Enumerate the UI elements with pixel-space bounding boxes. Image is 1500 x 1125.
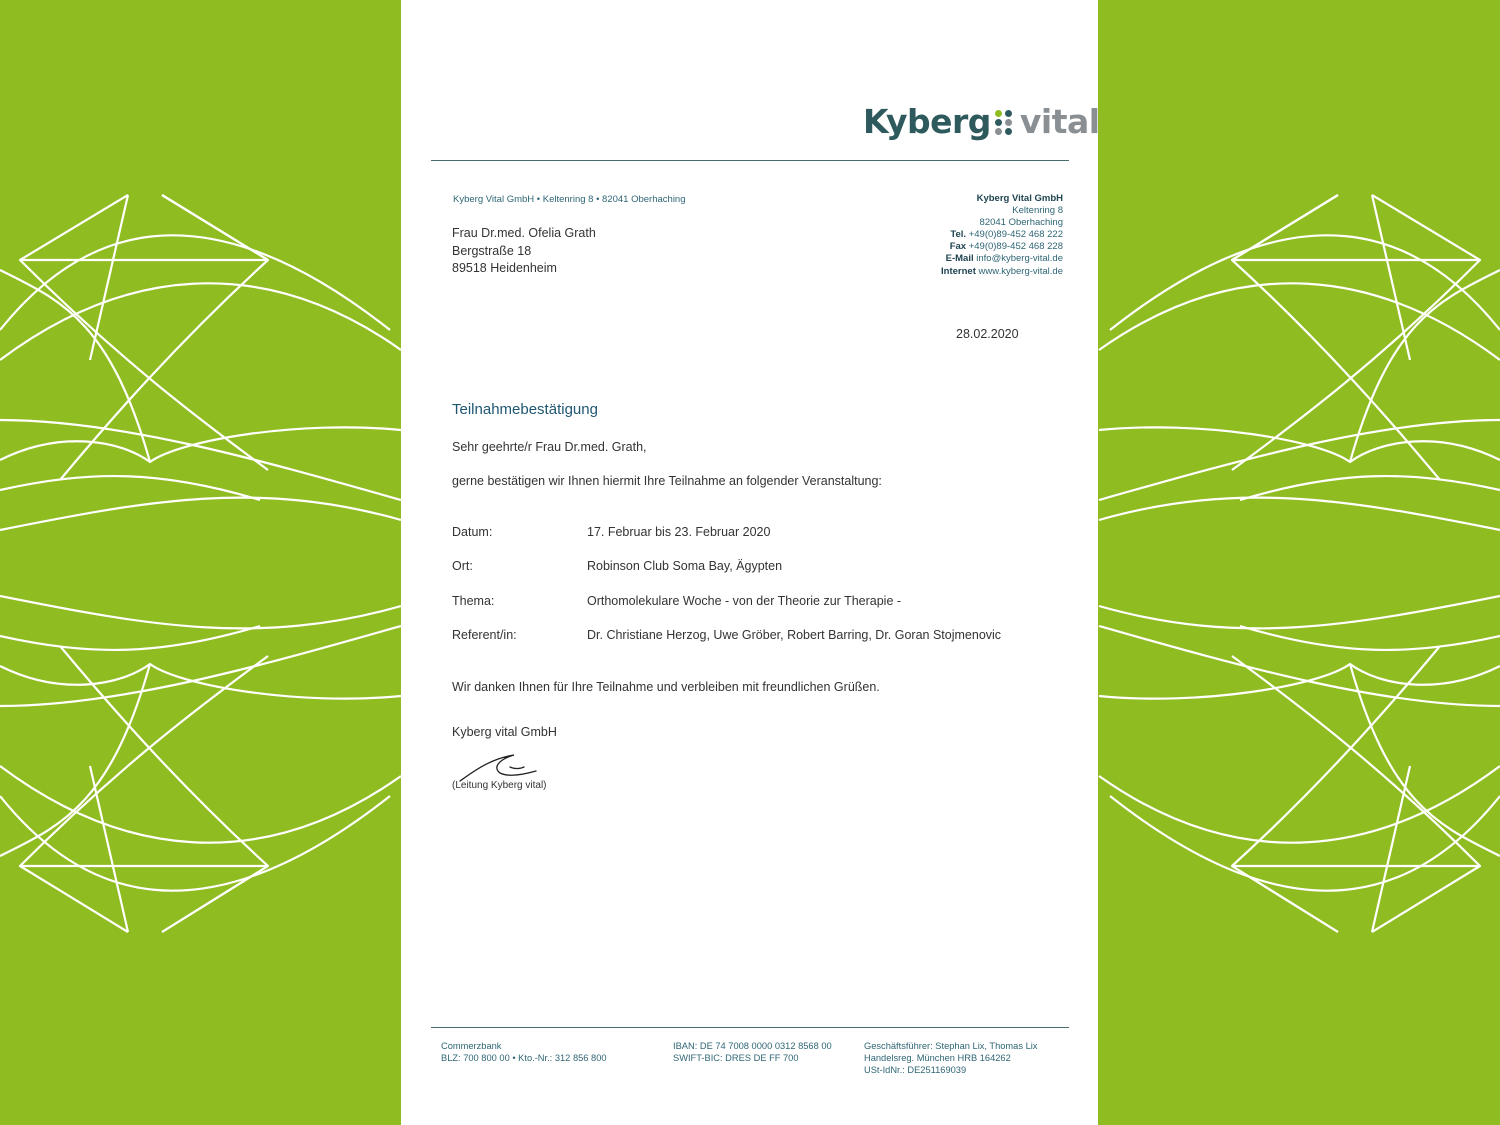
company-fax: Fax +49(0)89-452 468 228 (949, 241, 1063, 253)
company-street: Keltenring 8 (1012, 205, 1063, 217)
company-website: Internet www.kyberg-vital.de (941, 265, 1063, 277)
intro-text: gerne bestätigen wir Ihnen hiermit Ihre Teilnahme an folgender Veranstaltung: (452, 474, 882, 488)
logo-dots-icon (995, 109, 1015, 135)
detail-value-topic: Orthomolekulare Woche - von der Theorie zur Therapie - (587, 594, 902, 608)
logo-text-kyberg: Kyberg (863, 102, 991, 141)
closing-text: Wir danken Ihnen für Ihre Teilnahme und verbleiben mit freundlichen Grüßen. (452, 680, 880, 694)
logo-text-vital: vital (1019, 102, 1100, 141)
footer-iban (673, 1040, 832, 1064)
detail-value-date: 17. Februar bis 23. Februar 2020 (587, 525, 771, 539)
footer-bank-name: Commerzbank (441, 1041, 502, 1051)
signature-caption: (Leitung Kyberg vital) (452, 780, 547, 791)
footer-register: Handelsreg. München HRB 164262 (864, 1053, 1011, 1064)
footer-vat: USt-IdNr.: DE251169039 (864, 1065, 967, 1076)
footer-legal (864, 1040, 1037, 1076)
footer-swift: SWIFT-BIC: DRES DE FF 700 (673, 1053, 799, 1064)
company-phone: Tel. +49(0)89-452 468 222 (950, 229, 1063, 241)
detail-label-date: Datum: (452, 525, 493, 539)
detail-value-location: Robinson Club Soma Bay, Ägypten (587, 559, 783, 573)
footer-iban-number: IBAN: DE 74 7008 0000 0312 8568 00 (673, 1041, 832, 1051)
detail-label-speakers: Referent/in: (452, 628, 517, 642)
detail-value-speakers: Dr. Christiane Herzog, Uwe Gröber, Robert Barring, Dr. Goran Stojmenovic (587, 628, 1002, 642)
letter-date: 28.02.2020 (956, 327, 1019, 341)
ornament-bottom (0, 596, 401, 932)
ornament-bottom-mirrored (1099, 596, 1500, 932)
company-name: Kyberg Vital GmbH (976, 193, 1063, 204)
letter-document (401, 0, 1098, 1125)
header-divider (431, 160, 1069, 161)
company-email: E-Mail info@kyberg-vital.de (945, 253, 1063, 265)
footer-bank-account: BLZ: 700 800 00 • Kto.-Nr.: 312 856 800 (441, 1053, 607, 1064)
company-signoff: Kyberg vital GmbH (452, 725, 557, 739)
recipient-street: Bergstraße 18 (452, 243, 532, 258)
company-city: 82041 Oberhaching (979, 217, 1063, 229)
letter-subject: Teilnahmebestätigung (452, 401, 598, 418)
recipient-address (452, 225, 596, 278)
ornament-top-mirrored (1099, 195, 1500, 530)
ornament-top (0, 195, 401, 530)
left-ornament-pattern (0, 0, 401, 1125)
footer-managers: Geschäftsführer: Stephan Lix, Thomas Lix (864, 1041, 1038, 1051)
recipient-name: Frau Dr.med. Ofelia Grath (452, 226, 596, 240)
recipient-city: 89518 Heidenheim (452, 261, 557, 275)
salutation: Sehr geehrte/r Frau Dr.med. Grath, (452, 440, 647, 454)
left-decorative-panel (0, 0, 401, 1125)
company-contact-block (941, 193, 1063, 278)
right-decorative-panel (1098, 0, 1500, 1125)
detail-label-topic: Thema: (452, 594, 495, 608)
footer-divider (431, 1027, 1069, 1028)
detail-label-location: Ort: (452, 559, 473, 573)
company-logo (863, 102, 1100, 141)
footer-bank (441, 1040, 607, 1064)
right-ornament-pattern (1098, 0, 1500, 1125)
sender-return-address: Kyberg Vital GmbH • Keltenring 8 • 82041 Oberhaching (453, 194, 686, 205)
